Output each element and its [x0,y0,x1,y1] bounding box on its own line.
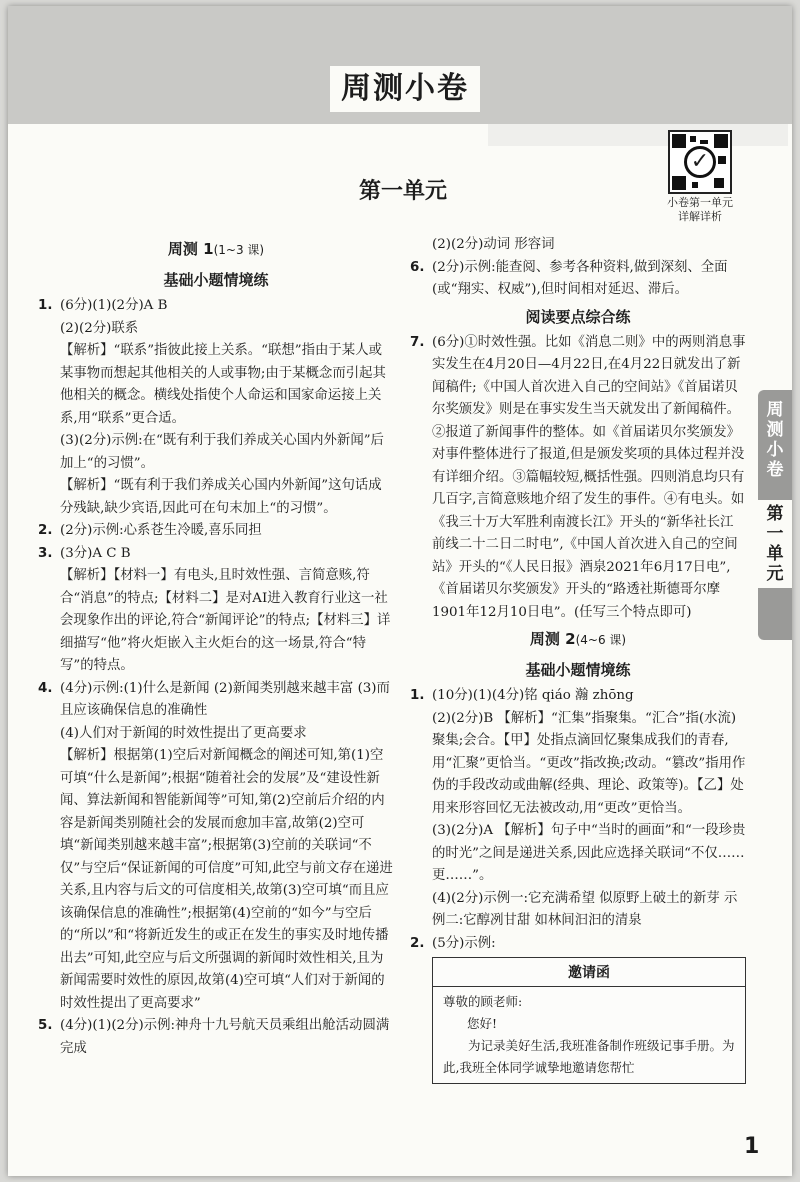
question-1: 1. (6分)(1)(2分)A B (2)(2分)联系 【解析】“联系”指彼此接上关系。“联想”指由于某人或某事物而想起其他相关的人或事物;由于某概念而引起其他相关的概念。横线处指使个人命运和国家命运接上关系,用“联系”更合适。 (3)(2分)示例:在“既有利于我们养成关心国内外新闻”后加上“的习惯”。 【解析】“既有利于我们养成关心国内外新闻”这句话成分残缺,缺少宾语,因此可在句末加上“的习惯”。 [38,298,386,516]
question-2-2: 2. (5分)示例: [410,935,496,951]
qr-caption: 小卷第一单元 详解详析 [667,196,733,223]
invitation-salutation: 尊敬的顾老师: [443,994,523,1009]
check-icon: ✓ [684,146,716,178]
left-column [38,234,394,1060]
side-tab[interactable] [758,390,792,640]
question-4: 4. (4分)示例:(1)什么是新闻 (2)新闻类别越来越丰富 (3)而且应该确保信息的准确性 (4)人们对于新闻的时效性提出了更高要求 【解析】根据第(1)空后对新闻概念的阐述可知,第(1)空可填“什么是新闻”;根据“随着社会的发展”及“建设性新闻、算法新闻和智能新闻等”可知,第(2)空前后介绍的内容是新闻类别随社会的发展而愈加丰富,故第(2)空可填“新闻类别越来越丰富”;根据第(3)空前的关联词“不仅”与空后“保证新闻的可信度”可知,此空与前文存在递进关系,且内容与后文的可信度相关,故第(3)空可填“而且应该确保信息的准确性”;根据第(4)空前的“如今”与空后的“所以”和“将新近发生的或正在发生的事实及时地传播出去”可知,此空应与后文所强调的新闻时效性相关,且为新闻需要时效性的原因,故第(4)空可填“人们对于新闻的时效性提出了更高要求” [38,680,393,1011]
section-heading-reading: 阅读要点综合练 [525,307,631,326]
question-3: 3. (3分)A C B 【解析】【材料一】有电头,且时效性强、言简意赅,符合“消息”的特点;【材料二】是对AI进入教育行业这一社会现象作出的评论,符合“新闻评论”的特点;【材料三】详细描写“他”将火炬嵌入主火炬台的这一场景,符合“特写”的特点。 [38,545,391,673]
test-1-heading: 周测 1(1~3 课) [167,240,265,258]
header-band [8,6,792,124]
section-heading-basic: 基础小题情境练 [163,271,269,289]
side-tab-bottom-text: 第一单元 [766,504,784,584]
unit-title: 第一单元 [358,179,447,204]
header-title: 周测小卷 [330,66,480,112]
right-column [410,234,746,1084]
test-2-heading: 周测 2(4~6 课) [529,630,627,648]
section-heading-basic-2: 基础小题情境练 [525,661,631,679]
side-tab-top [758,400,792,480]
page-sheet [8,6,792,1176]
question-2: 2. (2分)示例:心系苍生冷暖,喜乐同担 [38,523,262,538]
qr-code[interactable] [668,130,732,194]
invitation-greeting: 您好! [467,1016,498,1031]
question-2-1: 1. (10分)(1)(4分)铭 qiáo 瀚 zhōng (2)(2分)B 【解析】“汇集”指聚集。“汇合”指(水流)聚集;会合。【甲】处指点滴回忆聚集成我们的青春,用“汇聚”更恰当。“更改”指改换;改动。“篡改”指用作伪的手段改动或曲解(经典、理论、政策等)。【乙】处用来形容回忆无法被改动,用“更改”更恰当。 (3)(2分)A 【解析】句子中“当时的画面”和“一段珍贵的时光”之间是递进关系,因此应选择关联词“不仅……更……”。 (4)(2分)示例一:它充满希望 似原野上破土的新芽 示例二:它醇冽甘甜 如林间汩汩的清泉 [410,688,746,928]
side-tab-bottom [758,500,792,588]
invitation-title: 邀请函 [433,962,745,987]
invitation-body: 为记录美好生活,我班准备制作班级记事手册。为此,我班全体同学诚挚地邀请您帮忙 [443,1038,735,1075]
page-number: 1 [744,1134,760,1159]
invitation-letter-box [432,957,746,1084]
question-6: 6. (2分)示例:能查阅、参考各种资料,做到深刻、全面(或“翔实、权威”),但时间相对延迟、滞后。 [410,259,728,297]
question-7: 7. (6分)①时效性强。比如《消息二则》中的两则消息事实发生在4月20日—4月22日,在4月22日就发出了新闻稿件;《中国人首次进入自己的空间站》《首届诺贝尔奖颁发》则是在事实发生当天就发出了新闻稿件。②报道了新闻事件的整体。如《首届诺贝尔奖颁发》对事件整体进行了报道,但是颁发奖项的具体过程并没有详细介绍。③篇幅较短,概括性强。四则消息均只有几百字,言简意赅地介绍了发生的事件。④有电头。如《我三十万大军胜利南渡长江》开头的“新华社长江前线二十二日二时电”,《中国人首次进入自己的空间站》开头的“《人民日报》酒泉2021年6月17日电”,《首届诺贝尔奖颁发》开头的“路透社斯德哥尔摩1901年12月10日电”。(任写三个特点即可) [410,334,746,620]
question-5-part-2: (2)(2分)动词 形容词 [432,237,555,252]
side-tab-top-text: 周测小卷 [766,400,784,480]
question-5: 5. (4分)(1)(2分)示例:神舟十九号航天员乘组出舱活动圆满完成 [38,1018,390,1056]
